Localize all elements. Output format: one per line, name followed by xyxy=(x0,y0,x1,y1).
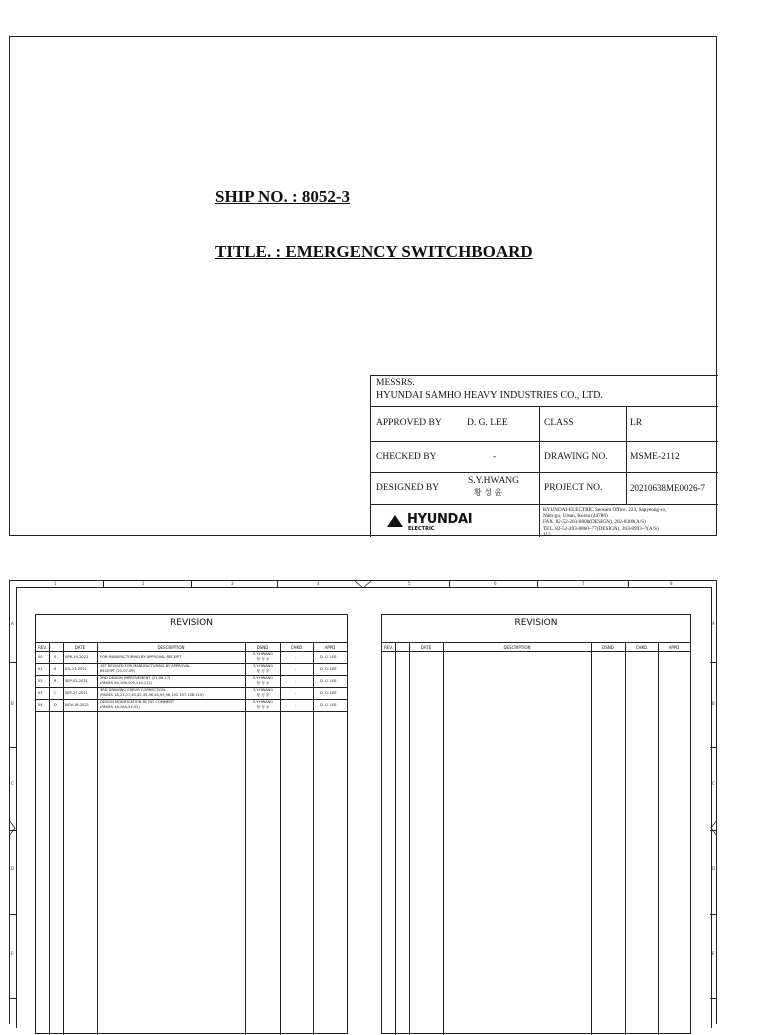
designed-by-value: S.Y.HWANG xyxy=(468,476,520,486)
rev-date: NOV-16-2021 xyxy=(65,703,90,707)
revision-table-right xyxy=(381,614,691,1034)
cover-sheet xyxy=(9,36,717,536)
rev-number: 04 xyxy=(38,703,43,707)
rev-description: 1ST REVISED FOR MANUFACTURING BY APPROVAL xyxy=(100,664,191,668)
drawing-title-line: TITLE. : EMERGENCY SWITCHBOARD xyxy=(215,242,533,261)
rev-mark: D xyxy=(54,703,57,707)
designed-by-korean: 황 성 윤 xyxy=(474,488,503,497)
rev-approved: D. G. LEE xyxy=(320,679,337,683)
rev-checked: - xyxy=(295,667,297,671)
zone-letter: B xyxy=(712,701,715,706)
col-header-date: DATE xyxy=(420,645,432,650)
revision-title: REVISION xyxy=(170,618,213,628)
designed-by-label: DESIGNED BY xyxy=(376,483,440,493)
rev-number: 01 xyxy=(38,667,43,671)
rev-description-line2: (PAGES 18,18A,24,52) xyxy=(100,705,140,709)
triangle-logo-icon xyxy=(387,515,403,527)
client-name: HYUNDAI SAMHO HEAVY INDUSTRIES CO., LTD. xyxy=(376,390,603,401)
messrs-label: MESSRS. xyxy=(376,378,415,388)
col-header-rev: REV. xyxy=(38,645,47,650)
rev-number: 02 xyxy=(38,679,43,683)
rev-date: JUL-13-2021 xyxy=(65,667,87,671)
zone-number: 3 xyxy=(231,581,234,586)
zone-number: 8 xyxy=(670,581,673,586)
rev-designer-korean: 황 성 윤 xyxy=(256,693,270,697)
zone-number: 6 xyxy=(494,581,497,586)
approved-by-value: D. G. LEE xyxy=(467,418,508,428)
project-no-label: PROJECT NO. xyxy=(544,483,603,493)
rev-mark: C xyxy=(54,691,57,695)
class-value: LR xyxy=(630,418,643,428)
center-mark-icon xyxy=(355,581,371,589)
approved-by-label: APPROVED BY xyxy=(376,418,442,428)
zone-number: 2 xyxy=(142,581,145,586)
class-label: CLASS xyxy=(544,418,574,428)
side-center-mark-icon xyxy=(9,820,17,836)
address-line: TEL. 82-52-203-8860~77(DESIGN), 203-8993~7(A/S) xyxy=(543,525,659,532)
rev-designer-korean: 황 성 윤 xyxy=(256,705,270,709)
col-header-description: DESCRIPTION xyxy=(157,645,185,650)
rev-checked: - xyxy=(295,655,297,659)
rev-approved: D. G. LEE xyxy=(320,655,337,659)
logo-subtext: ELECTRIC xyxy=(408,526,435,532)
ship-number-line: SHIP NO. : 8052-3 xyxy=(215,187,351,206)
zone-letter: E xyxy=(11,951,14,956)
col-header-appd: APPD xyxy=(324,645,336,650)
zone-number: 5 xyxy=(408,581,411,586)
rev-description: FOR MANUFACTURING BY APPROVAL RECEIPT xyxy=(100,655,182,659)
address-line: HYUNDAI-ELECTRIC Seosam Office, 223, Sapyeong-ro, xyxy=(543,507,667,513)
col-header-dsnd: DSND xyxy=(256,645,269,650)
zone-letter: C xyxy=(712,781,715,786)
zone-letter: C xyxy=(11,781,14,786)
rev-designer: S.Y.HWANG xyxy=(252,676,274,680)
revision-table-left xyxy=(35,614,348,1034)
rev-checked: - xyxy=(295,691,297,695)
logo-wordmark: HYUNDAI xyxy=(407,512,473,527)
rev-approved: D. G. LEE xyxy=(320,667,337,671)
rev-designer: S.Y.HWANG xyxy=(252,652,274,656)
rev-checked: - xyxy=(295,703,297,707)
rev-designer-korean: 황 성 윤 xyxy=(256,669,270,673)
rev-approved: D. G. LEE xyxy=(320,703,337,707)
rev-approved: D. G. LEE xyxy=(320,691,337,695)
rev-mark: A xyxy=(54,667,57,671)
col-header-rev: REV. xyxy=(384,645,393,650)
rev-description: 2ND DESIGN IMPROVEMENT (21.08.17) xyxy=(100,676,171,680)
zone-number: 1 xyxy=(54,581,57,586)
revision-sheet xyxy=(9,580,717,1024)
rev-checked: - xyxy=(295,679,297,683)
col-header-description: DESCRIPTION xyxy=(503,645,531,650)
drawing-no-value: MSME-2112 xyxy=(630,452,680,462)
company-address xyxy=(543,507,666,538)
zone-letter: A xyxy=(712,621,715,626)
zone-letter: B xyxy=(11,701,14,706)
zone-letter: A xyxy=(11,621,14,626)
checked-by-value: - xyxy=(493,452,497,462)
rev-description-line2: RECEIPT (21.07.09) xyxy=(100,669,135,673)
zone-number: 7 xyxy=(582,581,585,586)
rev-date: APR-19-2021 xyxy=(65,655,89,659)
col-header-appd: APPD xyxy=(668,645,680,650)
side-center-mark-icon xyxy=(709,820,717,836)
revision-title: REVISION xyxy=(514,618,558,628)
rev-mark: 0 xyxy=(54,655,57,659)
address-line: FAX. 82-52-203-8800(DESIGN), 202-8300(A/S) xyxy=(543,519,646,526)
rev-description-line2: (PAGES 18,21,27,40,42,45,46,54,95,96,102,107,108,110) xyxy=(100,693,204,697)
rev-number: 00 xyxy=(38,655,43,659)
zone-number: 4 xyxy=(317,581,320,586)
rev-designer-korean: 황 성 윤 xyxy=(256,657,270,661)
address-line: Nam-gu, Ulsan, Korea (44786) xyxy=(543,513,608,520)
rev-designer-korean: 황 성 윤 xyxy=(256,681,270,685)
checked-by-label: CHECKED BY xyxy=(376,452,437,462)
rev-number: 03 xyxy=(38,691,43,695)
project-no-value: 20210638ME0026-7 xyxy=(630,483,705,493)
rev-designer: S.Y.HWANG xyxy=(252,700,274,704)
rev-mark: B xyxy=(54,679,57,683)
col-header-chkd: CHKD xyxy=(635,645,648,650)
rev-date: SEP-27-2021 xyxy=(65,691,88,695)
address-line: 113 xyxy=(543,531,551,538)
rev-date: SEP-02-2021 xyxy=(65,679,88,683)
rev-designer: S.Y.HWANG xyxy=(252,664,274,668)
zone-letter: D xyxy=(712,866,716,871)
col-header-date: DATE xyxy=(74,645,86,650)
title-block xyxy=(370,375,718,537)
col-header-dsnd: DSND xyxy=(602,645,614,650)
col-header-chkd: CHKD xyxy=(290,645,303,650)
rev-description: 3RD DRAWING ERROR CORRECTION. xyxy=(100,688,167,692)
zone-letter: E xyxy=(712,951,715,956)
drawing-no-label: DRAWING NO. xyxy=(544,452,608,462)
rev-description-line2: (PAGES 54,108,109,110,111) xyxy=(100,681,153,685)
rev-description: DESIGN MODIFICATION BY FAT COMMENT xyxy=(100,700,175,704)
rev-designer: S.Y.HWANG xyxy=(252,688,274,692)
zone-letter: D xyxy=(11,866,15,871)
